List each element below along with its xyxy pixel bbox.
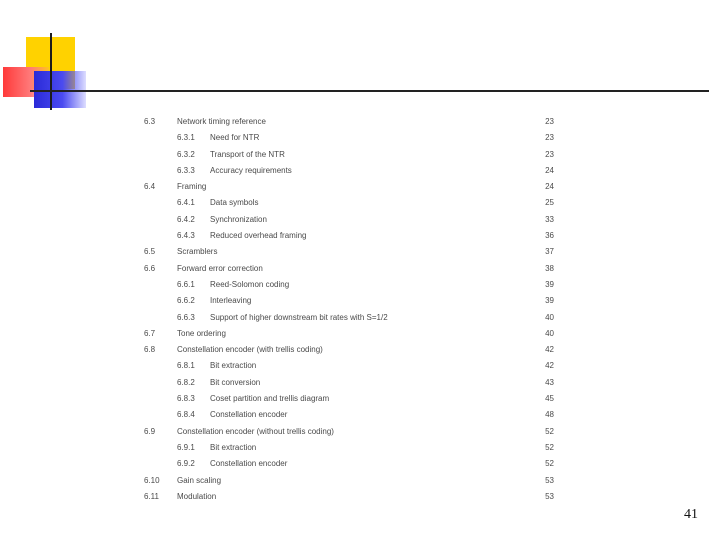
toc-entry-number: 6.8 xyxy=(144,345,156,355)
toc-entry-page: 23 xyxy=(545,149,554,159)
toc-entry-title: Modulation xyxy=(177,491,217,501)
toc-entry-title: Bit extraction xyxy=(210,442,257,452)
toc-entry-page: 42 xyxy=(545,345,554,355)
toc-entry-number: 6.8.4 xyxy=(177,410,195,420)
toc-entry xyxy=(144,361,556,377)
toc-entry xyxy=(144,166,556,182)
toc-entry-title: Network timing reference xyxy=(177,117,266,126)
toc-entry-page: 23 xyxy=(545,117,554,126)
toc-entry-title: Bit conversion xyxy=(210,377,261,387)
toc-entry-title: Framing xyxy=(177,182,207,192)
toc-entry xyxy=(144,394,556,410)
toc-entry-page: 39 xyxy=(545,279,554,289)
toc-entry-title: Tone ordering xyxy=(177,328,226,338)
toc-entry xyxy=(144,215,556,231)
toc-entry-page: 53 xyxy=(545,491,554,501)
toc-entry-page: 24 xyxy=(545,165,554,175)
toc-entry-title: Interleaving xyxy=(210,296,252,306)
toc-entry xyxy=(144,247,556,263)
toc-entry xyxy=(144,117,556,133)
toc-entry-page: 25 xyxy=(545,198,554,208)
toc-entry xyxy=(144,264,556,280)
toc-entry xyxy=(144,133,556,149)
decor-vertical-line xyxy=(50,33,52,110)
toc-entry-title: Reed-Solomon coding xyxy=(210,279,290,289)
toc-entry xyxy=(144,198,556,214)
toc-entry-page: 52 xyxy=(545,459,554,469)
toc-entry-title: Constellation encoder xyxy=(210,459,288,469)
toc-entry xyxy=(144,313,556,329)
toc-entry-number: 6.7 xyxy=(144,328,156,338)
toc-entry xyxy=(144,492,556,508)
toc-entry-number: 6.3.2 xyxy=(177,149,195,159)
toc-entry-title: Scramblers xyxy=(177,247,218,257)
toc-entry-title: Coset partition and trellis diagram xyxy=(210,394,330,404)
toc-entry-number: 6.4.1 xyxy=(177,198,195,208)
toc-entry-page: 45 xyxy=(545,394,554,404)
toc-entry xyxy=(144,231,556,247)
toc-entry xyxy=(144,410,556,426)
slide-page-number: 41 xyxy=(684,507,698,522)
toc-entry xyxy=(144,182,556,198)
toc-entry-number: 6.8.3 xyxy=(177,394,195,404)
toc-entry xyxy=(144,443,556,459)
toc-entry-number: 6.8.2 xyxy=(177,377,195,387)
toc-entry-page: 43 xyxy=(545,377,554,387)
toc-entry-title: Constellation encoder xyxy=(210,410,288,420)
toc-entry xyxy=(144,329,556,345)
toc-entry-title: Bit extraction xyxy=(210,361,257,371)
toc-entry-number: 6.6 xyxy=(144,263,156,273)
toc-entry-title: Support of higher downstream bit rates with S=1/2 xyxy=(210,312,388,322)
toc-entry-number: 6.9.2 xyxy=(177,459,195,469)
toc-entry xyxy=(144,345,556,361)
toc-entry-page: 38 xyxy=(545,263,554,273)
toc-entry-number: 6.4.3 xyxy=(177,231,195,241)
toc-entry-page: 42 xyxy=(545,361,554,371)
toc-entry-title: Data symbols xyxy=(210,198,259,208)
toc-entry-title: Accuracy requirements xyxy=(210,165,292,175)
toc-entry-page: 52 xyxy=(545,442,554,452)
toc-entry-title: Constellation encoder (without trellis coding) xyxy=(177,426,334,436)
toc-entry-number: 6.9.1 xyxy=(177,442,195,452)
toc-entry-number: 6.9 xyxy=(144,426,156,436)
toc-entry-number: 6.6.3 xyxy=(177,312,195,322)
toc-entry-title: Constellation encoder (with trellis coding) xyxy=(177,345,323,355)
toc-entry-page: 40 xyxy=(545,312,554,322)
toc-entry-title: Transport of the NTR xyxy=(210,149,285,159)
toc-entry-number: 6.11 xyxy=(144,491,159,501)
title-divider-line xyxy=(30,90,709,92)
toc-entry-page: 36 xyxy=(545,231,554,241)
toc-entry-number: 6.5 xyxy=(144,247,156,257)
toc-entry-title: Gain scaling xyxy=(177,475,222,485)
toc-entry-number: 6.3.1 xyxy=(177,133,195,143)
table-of-contents xyxy=(144,117,556,508)
toc-entry-title: Synchronization xyxy=(210,214,267,224)
toc-entry-number: 6.6.1 xyxy=(177,279,195,289)
toc-entry xyxy=(144,150,556,166)
toc-entry xyxy=(144,296,556,312)
toc-entry-page: 37 xyxy=(545,247,554,257)
toc-entry-page: 39 xyxy=(545,296,554,306)
toc-entry-number: 6.8.1 xyxy=(177,361,195,371)
toc-entry xyxy=(144,280,556,296)
toc-entry-page: 48 xyxy=(545,410,554,420)
toc-entry-page: 24 xyxy=(545,182,554,192)
toc-entry-page: 53 xyxy=(545,475,554,485)
toc-entry-number: 6.3.3 xyxy=(177,165,195,175)
toc-entry-title: Reduced overhead framing xyxy=(210,231,307,241)
toc-entry-number: 6.6.2 xyxy=(177,296,195,306)
toc-entry-title: Forward error correction xyxy=(177,263,263,273)
toc-entry-number: 6.10 xyxy=(144,475,160,485)
toc-entry-page: 52 xyxy=(545,426,554,436)
toc-entry-page: 23 xyxy=(545,133,554,143)
toc-entry-page: 40 xyxy=(545,328,554,338)
toc-entry-number: 6.3 xyxy=(144,117,156,126)
toc-entry-page: 33 xyxy=(545,214,554,224)
toc-entry-title: Need for NTR xyxy=(210,133,260,143)
toc-entry-number: 6.4.2 xyxy=(177,214,195,224)
toc-entry-number: 6.4 xyxy=(144,182,156,192)
toc-entry xyxy=(144,378,556,394)
toc-entry xyxy=(144,476,556,492)
toc-entry xyxy=(144,459,556,475)
toc-entry xyxy=(144,427,556,443)
